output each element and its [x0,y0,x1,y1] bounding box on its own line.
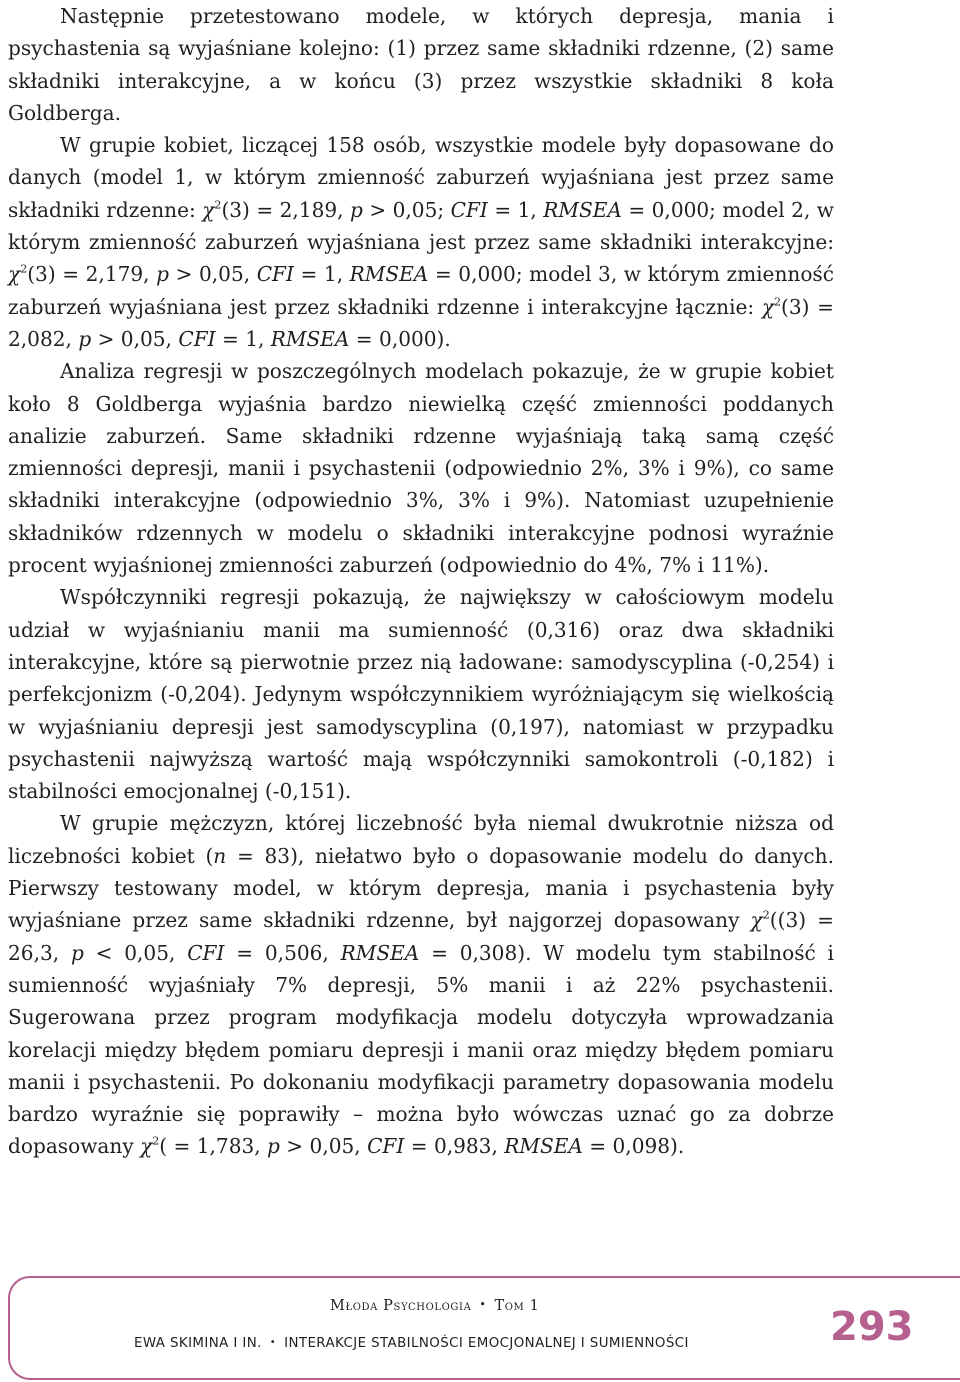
italic-symbol: χ [761,294,774,319]
italic-symbol: n [213,843,227,868]
page-number: 293 [830,1304,914,1350]
text-run: = 1, [293,262,350,287]
article-title: INTERAKCJE STABILNOŚCI EMOCJONALNEJ I SUMIENNOŚCI [284,1336,689,1351]
text-run: (3) = 2,179, [27,262,157,287]
paragraph [8,129,834,355]
journal-volume: Tom 1 [494,1298,540,1314]
text-run: > 0,05, [169,262,257,287]
article-authors: EWA SKIMINA I IN. [134,1336,262,1351]
text-run: W grupie kobiet, liczącej 158 osób, wszystkie modele były dopasowane do danych (model 1, w którym zmienność zaburzeń wyjaśniana jest przez same składniki rdzenne: [8,133,834,222]
italic-symbol: p [70,940,84,965]
superscript: 2 [774,295,782,309]
italic-symbol: p [267,1134,280,1159]
italic-symbol: RMSEA [340,940,420,965]
italic-symbol: RMSEA [543,197,622,222]
text-run: = 0,098). [582,1134,685,1159]
italic-symbol: p [350,197,363,222]
text-run: ((3) = 26,3, [8,908,834,965]
paragraph [8,0,834,129]
paragraph [8,581,834,807]
text-run: = 0,983, [404,1134,505,1159]
italic-symbol: RMSEA [349,262,429,287]
superscript: 2 [762,909,770,923]
paragraph [8,355,834,581]
text-run: = 0,506, [224,940,341,965]
italic-symbol: CFI [256,262,294,287]
article-line [134,1336,724,1351]
text-run: (3) = 2,082, [8,294,834,351]
footer-frame [8,1276,960,1380]
body-text [8,0,834,1163]
text-run: > 0,05, [91,326,179,351]
text-run: (3) = 2,189, [221,197,351,222]
separator-bullet: • [479,1298,487,1311]
text-run: = 83), niełatwo było o dopasowanie modelu do danych. Pierwszy testowany model, w którym depresja, mania i psychastenia były wyjaśniane przez same składniki rdzenne, był najgorzej dopasowany [8,843,834,933]
italic-symbol: CFI [367,1134,405,1159]
italic-symbol: CFI [450,197,488,222]
text-run: = 0,000). [349,326,451,351]
superscript: 2 [20,263,28,277]
superscript: 2 [152,1135,160,1149]
superscript: 2 [214,198,222,212]
text-run: = 0,000; model 3, w którym zmienność zaburzeń wyjaśniana jest przez składniki rdzenne i interakcyjne łącznie: [8,262,834,319]
italic-symbol: χ [140,1134,153,1159]
journal-line [330,1298,540,1314]
text-run: = 1, [487,197,544,222]
text-run: Współczynniki regresji pokazują, że największy w całościowym modelu udział w wyjaśnianiu manii ma sumienność (0,316) oraz dwa składniki interakcyjne, które są pierwotnie przez nią ładowane: samodyscyplina (-0,254) i perfekcjonizm (-0,204). Jedynym współczynnikiem wyróżniającym się wielkością w wyjaśnianiu depresji jest samodyscyplina (0,197), natomiast w przypadku psychastenii najwyższą wartość mają współczynniki samokontroli (-0,182) i stabilności emocjonalnej (-0,151). [8,585,834,804]
text-run: = 0,000; model 2, w którym zmienność zaburzeń wyjaśniana jest przez same składniki interakcyjne: [8,197,835,255]
text-run: < 0,05, [83,940,188,965]
paragraph [8,807,834,1162]
italic-symbol: χ [202,197,215,222]
text-run: Następnie przetestowano modele, w których depresja, mania i psychastenia są wyjaśniane kolejno: (1) przez same składniki rdzenne, (2) same składniki interakcyjne, a w końcu (3) przez wszystkie składniki 8 koła Goldberga. [8,4,834,125]
italic-symbol: CFI [187,940,225,965]
journal-name: Młoda Psychologia [330,1298,472,1314]
italic-symbol: p [78,326,92,351]
text-run: Analiza regresji w poszczególnych modelach pokazuje, że w grupie kobiet koło 8 Goldberga wyjaśnia bardzo niewielką część zmienności poddanych analizie zaburzeń. Same składniki rdzenne wyjaśniają taką samą część zmienności depresji, manii i psychastenii (odpowiednio 2%, 3% i 9%), co same składniki interakcyjne (odpowiednio 3%, 3% i 9%). Natomiast uzupełnienie składników rdzennych w modelu o składniki interakcyjne podnosi wyraźnie procent wyjaśnionej zmienności zaburzeń (odpowiednio do 4%, 7% i 11%). [8,359,834,578]
italic-symbol: RMSEA [270,326,350,351]
text-run: W grupie mężczyzn, której liczebność była niemal dwukrotnie niższa od liczebności kobiet ( [8,811,834,868]
italic-symbol: χ [750,908,763,933]
italic-symbol: χ [8,262,21,287]
separator-bullet: • [269,1337,277,1348]
text-run: > 0,05, [279,1134,368,1159]
italic-symbol: RMSEA [504,1134,583,1159]
italic-symbol: CFI [178,326,216,351]
text-run: = 0,308). W modelu tym stabilność i sumienność wyjaśniały 7% depresji, 5% manii i aż 22% psychastenii. Sugerowana przez program modyfikacja modelu dotyczyła wprowadzania korelacji między błędem pomiaru depresji i manii oraz między błędem pomiaru manii i psychastenii. Po dokonaniu modyfikacji parametry dopasowania modelu bardzo wyraźnie się poprawiły – można było wówczas uznać go za dobrze dopasowany [8,940,834,1159]
text-run: > 0,05; [362,197,451,222]
italic-symbol: p [156,262,170,287]
text-run: ( = 1,783, [159,1134,268,1159]
text-run: = 1, [215,326,271,351]
